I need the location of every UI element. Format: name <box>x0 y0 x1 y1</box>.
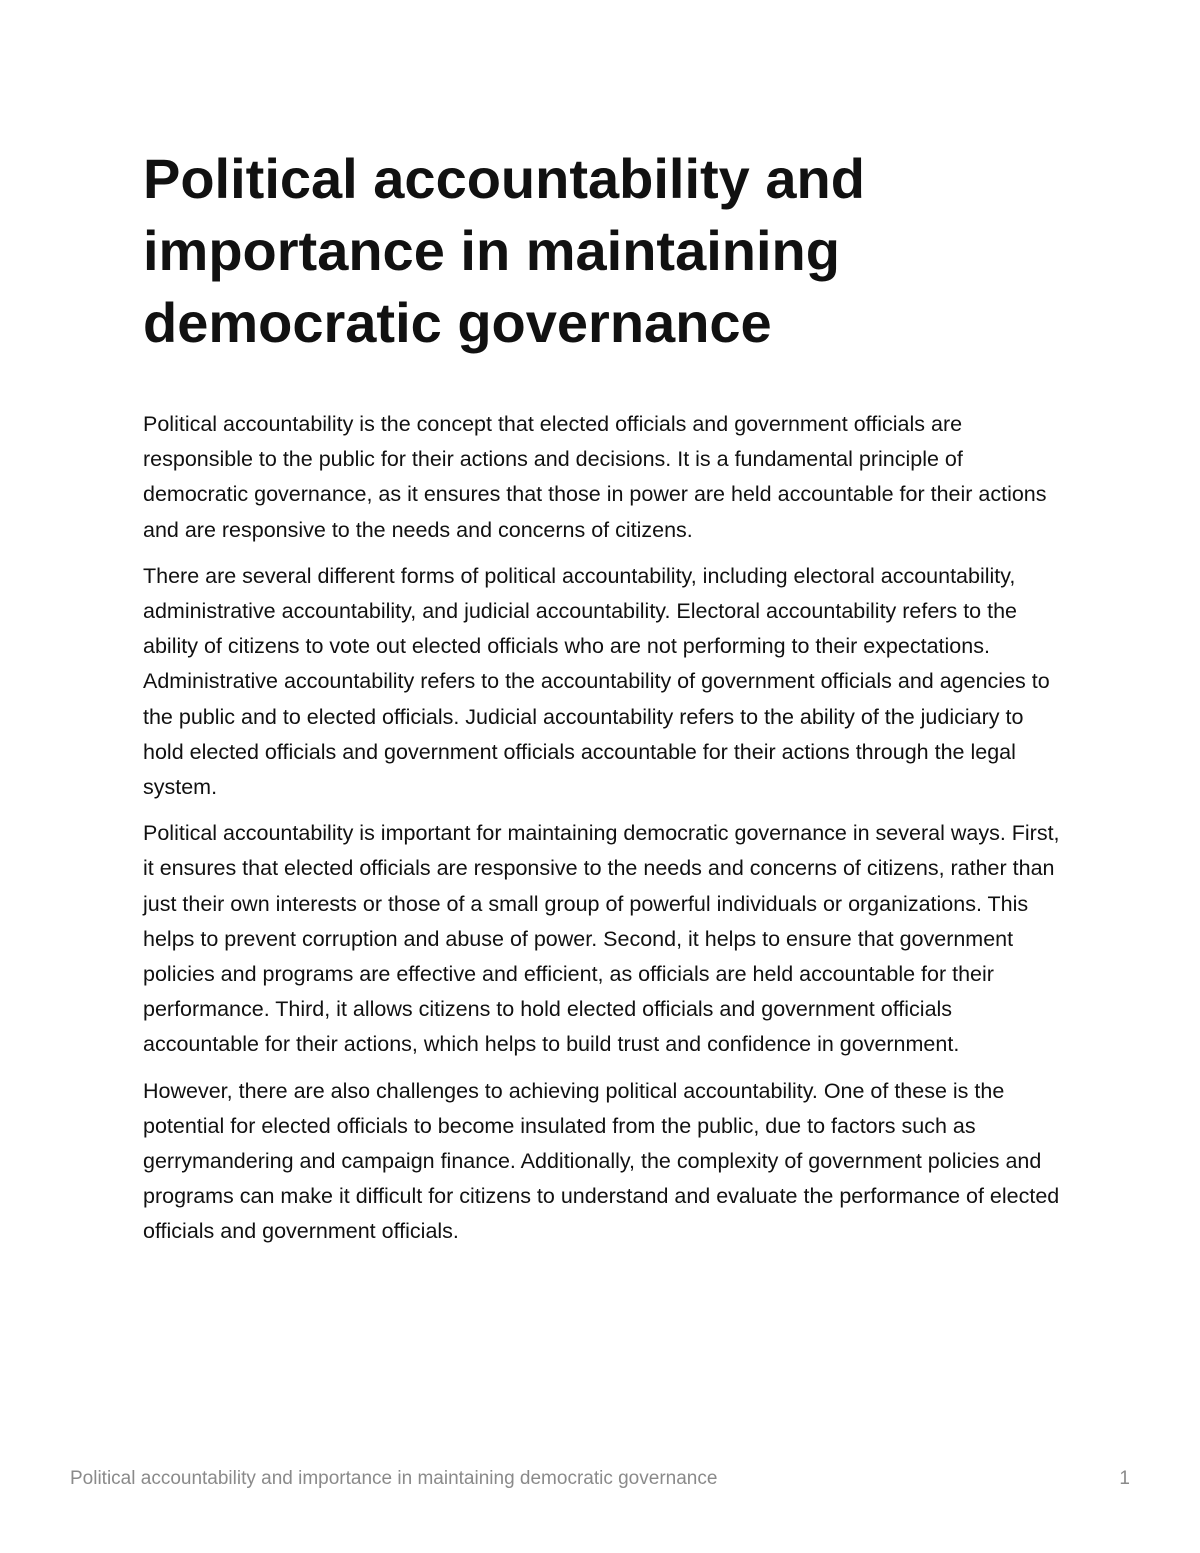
page-footer <box>70 1464 1130 1494</box>
paragraph-2: There are several different forms of political accountability, including electoral accountability, administrative accountability, and judicial accountability. Electoral accountability refers to the ability of citizens to vote out elected officials who are not performing to their expectations. Administrative accountability refers to the accountability of government officials and agencies to the public and to elected officials. Judicial accountability refers to the ability of the judiciary to hold elected officials and government officials accountable for their actions through the legal system. <box>143 563 1050 800</box>
page-content <box>143 143 1063 1261</box>
footer-title: Political accountability and importance in maintaining democratic governance <box>70 1468 718 1489</box>
paragraph-3: Political accountability is important for maintaining democratic governance in several ways. First, it ensures that elected officials are responsive to the needs and concerns of citizens, rather than just their own interests or those of a small group of powerful individuals or organizations. This helps to prevent corruption and abuse of power. Second, it helps to ensure that government policies and programs are effective and efficient, as officials are held accountable for their performance. Third, it allows citizens to hold elected officials and government officials accountable for their actions, which helps to build trust and confidence in government. <box>143 821 1060 1057</box>
document-title: Political accountability and importance in maintaining democratic governance <box>143 147 865 354</box>
document-body <box>143 407 1063 1250</box>
page-number: 1 <box>1119 1468 1130 1489</box>
paragraph-1: Political accountability is the concept that elected officials and government officials are responsible to the public for their actions and decisions. It is a fundamental principle of democratic governance, as it ensures that those in power are held accountable for their actions and are responsive to the needs and concerns of citizens. <box>143 412 1047 542</box>
paragraph-4: However, there are also challenges to achieving political accountability. One of these is the potential for elected officials to become insulated from the public, due to factors such as gerrymandering and campaign finance. Additionally, the complexity of government policies and programs can make it difficult for citizens to understand and evaluate the performance of elected officials and government officials. <box>143 1078 1060 1244</box>
